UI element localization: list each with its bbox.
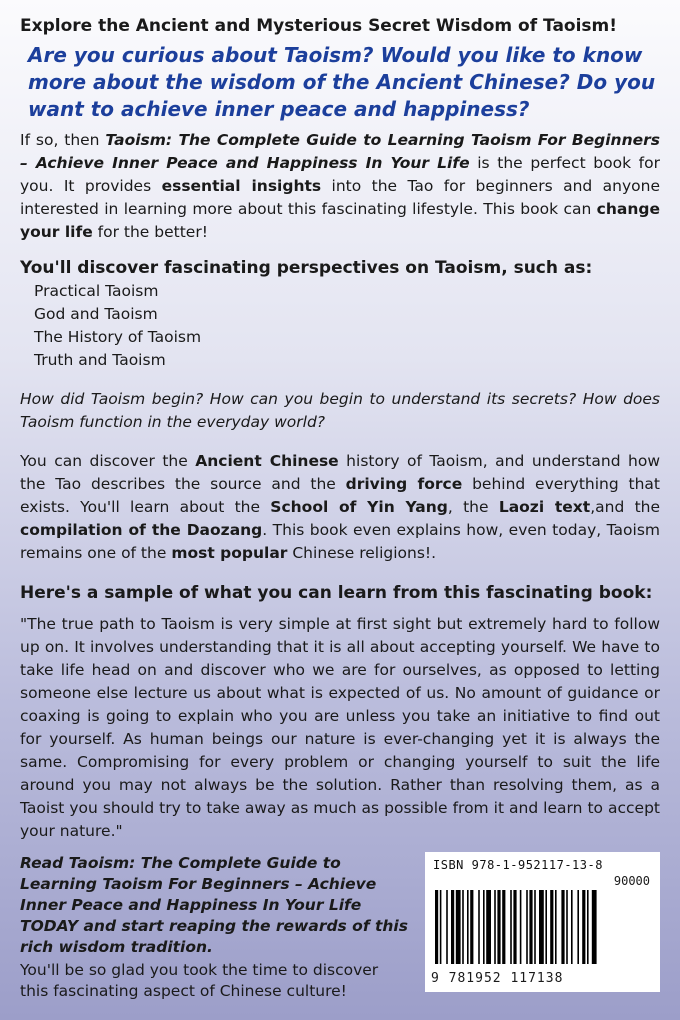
isbn-label: ISBN 978-1-952117-13-8 <box>433 858 603 872</box>
barcode-bar <box>582 890 585 964</box>
barcode-bar <box>502 890 505 964</box>
barcode-bar <box>592 890 597 964</box>
barcode-bar <box>435 890 438 964</box>
closing-line: You'll be so glad you took the time to discover this fascinating aspect of Chinese culture! <box>20 961 379 1000</box>
barcode-bars <box>433 890 652 972</box>
barcode-bar <box>467 890 469 964</box>
barcode-bar <box>526 890 528 964</box>
sample-heading: Here's a sample of what you can learn from this fascinating book: <box>20 583 653 603</box>
barcode-bar <box>561 890 564 964</box>
barcode-bar <box>483 890 485 964</box>
barcode-number: 9 781952 117138 <box>431 971 564 986</box>
list-item: Truth and Taoism <box>34 351 166 369</box>
barcode-bar <box>566 890 568 964</box>
barcode-bar <box>571 890 573 964</box>
headline: Explore the Ancient and Mysterious Secret Wisdom of Taoism! <box>20 16 618 36</box>
barcode-bar <box>577 890 579 964</box>
barcode-bar <box>539 890 544 964</box>
barcode-bar <box>534 890 536 964</box>
barcode-bar <box>451 890 454 964</box>
barcode-bar <box>497 890 500 964</box>
barcode-bar <box>550 890 553 964</box>
barcode-bar <box>529 890 532 964</box>
barcode-bar <box>440 890 442 964</box>
barcode-bar <box>510 890 512 964</box>
barcode-bar <box>520 890 522 964</box>
barcode-bar <box>486 890 491 964</box>
sample-quote: "The true path to Taoism is very simple at first sight but extremely hard to follow up on. It involves understanding that it is all about accepting yourself. We have to take life head on and discover who we are for ourselves, as opposed to letting someone else lecture us about what is expected of us. No amount of guidance or coaxing is going to explain who you are unless you take an initiative to find out for yourself. As human beings our nature is ever-changing yet it is always the same. Compromising for every problem or changing yourself to suit the life around you may not always be the solution. Rather than resolving them, as a Taoist you should try to take away as much as possible from it and learn to accept your nature." <box>20 615 660 840</box>
discover-heading: You'll discover fascinating perspectives on Taoism, such as: <box>20 258 593 278</box>
call-to-action: Read Taoism: The Complete Guide to Learning Taoism For Beginners – Achieve Inner Peace and Happiness In Your Life TODAY and start reaping the rewards of this rich wisdom tradition. <box>20 854 408 956</box>
barcode-bar <box>462 890 464 964</box>
intro-paragraph: If so, then Taoism: The Complete Guide to Learning Taoism For Beginners – Achieve Inner Peace and Happiness In Your Life is the perfect book for you. It provides essential insights into the Tao for beginners and anyone interested in learning more about this fascinating lifestyle. This book can change your life for the better! <box>20 131 661 241</box>
list-item: God and Taoism <box>34 305 158 323</box>
barcode-bar <box>456 890 461 964</box>
barcode-bar <box>446 890 448 964</box>
barcode-bar <box>470 890 473 964</box>
barcode-bar <box>478 890 480 964</box>
barcode-bar <box>545 890 547 964</box>
barcode-bar <box>494 890 496 964</box>
barcode-bar <box>587 890 589 964</box>
book-title: Taoism: The Complete Guide to Learning Taoism For Beginners – Achieve Inner Peace and Happiness In Your Life <box>20 131 661 172</box>
history-paragraph: You can discover the Ancient Chinese history of Taoism, and understand how the Tao describes the source and the driving force behind everything that exists. You'll learn about the School of Yin Yang, the Laozi text,and the compilation of the Daozang. This book even explains how, even today, Taoism remains one of the most popular Chinese religions!. <box>20 452 661 562</box>
questions-paragraph: How did Taoism begin? How can you begin to understand its secrets? How does Taoism function in the everyday world? <box>20 390 660 431</box>
hook-questions: Are you curious about Taoism? Would you like to know more about the wisdom of the Ancient Chinese? Do you want to achieve inner peace and happiness? <box>28 43 656 121</box>
list-item: The History of Taoism <box>34 328 202 346</box>
topic-list <box>20 280 660 372</box>
price-code: 90000 <box>613 874 650 888</box>
list-item: Practical Taoism <box>34 282 159 300</box>
barcode-bar <box>555 890 557 964</box>
barcode-bar <box>513 890 516 964</box>
isbn-barcode <box>425 852 660 992</box>
